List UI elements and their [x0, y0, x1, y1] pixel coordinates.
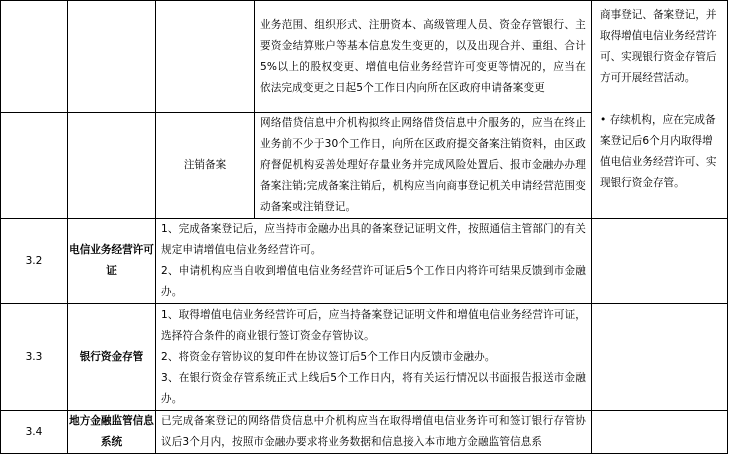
side-note	[592, 1, 728, 219]
empty-number-cell	[1, 113, 68, 219]
empty-subtype-cell	[156, 1, 255, 113]
empty-note-cell	[592, 219, 728, 304]
section-title: 银行资金存管	[68, 304, 156, 411]
section-item: 2、将资金存管协议的复印件在协议签订后5个工作日内反馈市金融办。	[161, 350, 496, 363]
empty-note-cell	[592, 304, 728, 411]
section-body	[156, 411, 592, 454]
empty-number-cell	[1, 1, 68, 113]
section-item: 1、完成备案登记后，应当持市金融办出具的备案登记证明文件，按照通信主管部门的有关规定申请增值电信业务经营许可。	[161, 223, 586, 256]
section-item: 已完成备案登记的网络借贷信息中介机构应当在取得增值电信业务许可和签订银行存管协议后3个月内，按照市金融办要求将业务数据和信息接入本市地方金融监管信息系	[161, 415, 586, 448]
empty-title-cell	[68, 113, 156, 219]
section-body	[156, 304, 592, 411]
section-number: 3.3	[1, 304, 68, 411]
section-item: 1、取得增值电信业务经营许可后，应当持备案登记证明文件和增值电信业务经营许可证，选择符合条件的商业银行签订资金存管协议。	[161, 308, 586, 342]
section-item: 3、在银行资金存管系统正式上线后5个工作日内，将有关运行情况以书面报告报送市金融办。	[161, 371, 586, 405]
section-number: 3.4	[1, 411, 68, 454]
cancel-filing-label: 注销备案	[156, 113, 255, 219]
table-row-section-3-4	[1, 411, 728, 454]
empty-note-cell	[592, 411, 728, 454]
empty-title-cell	[68, 1, 156, 113]
section-title: 电信业务经营许可证	[68, 219, 156, 304]
section-title: 地方金融监管信息系统	[68, 411, 156, 454]
cancel-filing-text: 网络借贷信息中介机构拟终止网络借贷信息中介服务的，应当在终止业务前不少于30个工作日，向所在区政府提交备案注销资料，由区政府督促机构妥善处理好存量业务并完成风险处置后、报市金融办办理备案注销;完成备案注销后，机构应当向商事登记机关申请经营范围变动备案或注销登记。	[255, 113, 592, 219]
section-item: 2、申请机构应当自收到增值电信业务经营许可证后5个工作日内将许可结果反馈到市金融办。	[161, 265, 586, 298]
section-number: 3.2	[1, 219, 68, 304]
side-note-paragraph-2: • 存续机构，应在完成备案登记后6个月内取得增值电信业务经营许可、实现银行资金存管。	[600, 114, 717, 189]
section-body	[156, 219, 592, 304]
table-row-section-3-2	[1, 219, 728, 304]
change-filing-text: 业务范围、组织形式、注册资本、高级管理人员、资金存管银行、主要资金结算账户等基本信息发生变更的，以及出现合并、重组、合计5%以上的股权变更、增值电信业务经营许可变更等情况的，应当在依法完成变更之日起5个工作日内向所在区政府申请备案变更	[255, 1, 592, 113]
table-row-change	[1, 1, 728, 113]
table-row-section-3-3	[1, 304, 728, 411]
side-note-paragraph-1: 商事登记、备案登记，并取得增值电信业务经营许可、实现银行资金存管后方可开展经营活动。	[600, 9, 717, 84]
